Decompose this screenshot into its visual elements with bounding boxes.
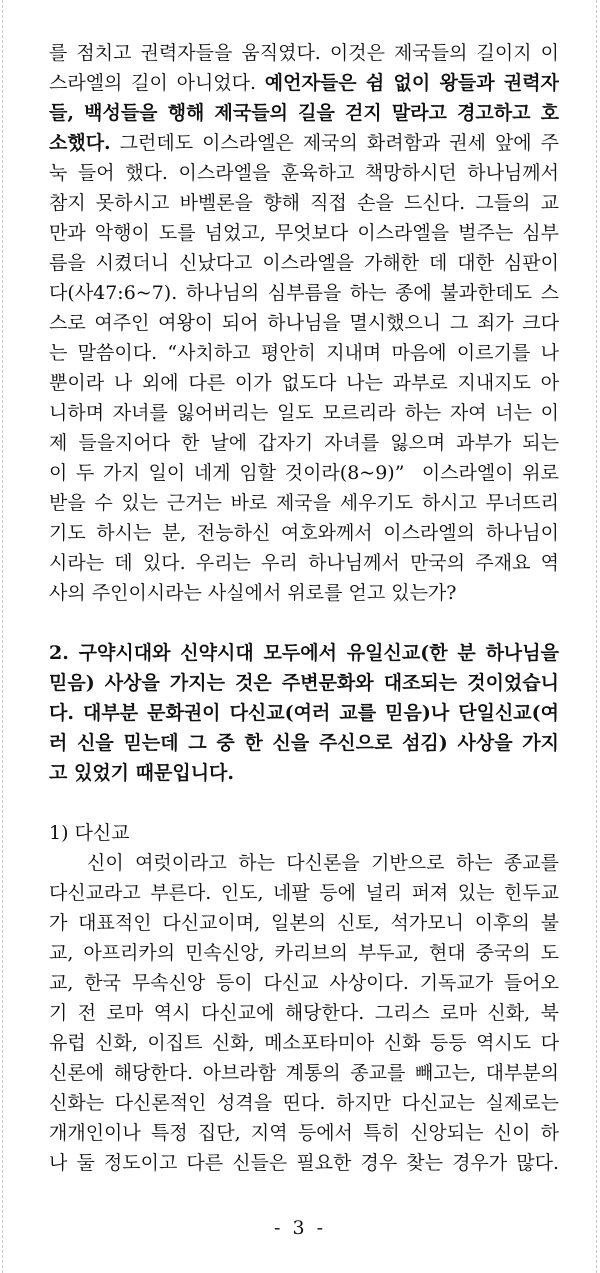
text-line (49, 428, 559, 458)
text-line (49, 488, 559, 518)
text-line: 교, 한국 무속신앙 등이 다신교 사상이다. 기독교가 들어오 (49, 972, 559, 994)
bold-text-run: 예언자들은 쉼 없이 왕들과 권력자 (264, 72, 559, 94)
text-line (49, 518, 559, 548)
text-line: 교, 아프리카의 민속신앙, 카리브의 부두교, 현대 중국의 도 (49, 942, 559, 964)
text-run: 기도 하시는 분, 전능하신 여호와께서 이스라엘의 하나님이 (49, 522, 559, 544)
text-line: 신론에 해당한다. 아브라함 계통의 종교를 빼고는, 대부분의 (49, 1062, 559, 1084)
text-run: 그런데도 이스라엘은 제국의 화려함과 권세 앞에 주 (110, 132, 559, 154)
text-line (49, 398, 559, 428)
text-line (49, 458, 559, 488)
document-page (49, 38, 559, 1178)
text-line (49, 68, 559, 98)
text-line: 가 대표적인 다신교이며, 일본의 신토, 석가모니 이후의 불 (49, 912, 559, 934)
text-line (49, 578, 559, 608)
subheading-polytheism: 1) 다신교 (49, 822, 130, 844)
text-run: 참지 못하시고 바벨론을 향해 직접 손을 드신다. 그들의 교 (49, 192, 559, 214)
text-line: 고 있었기 때문입니다. (49, 762, 235, 784)
text-line: 신화는 다신론적인 성격을 띤다. 하지만 다신교는 실제로는 (49, 1092, 559, 1114)
paragraph-polytheism (49, 848, 559, 1178)
text-line (49, 128, 559, 158)
text-line (49, 338, 559, 368)
text-line (49, 38, 559, 68)
text-run: 니하며 자녀를 잃어버리는 일도 모르리라 하는 자여 너는 이 (49, 402, 559, 424)
text-run: 름을 시켰더니 신났다고 이스라엘을 가해한 데 대한 심판이 (49, 252, 559, 274)
text-line (49, 548, 559, 578)
text-line (49, 188, 559, 218)
paragraph-prophets-and-empires (49, 38, 559, 608)
text-line: 나 둘 정도이고 다른 신들은 필요한 경우 찾는 경우가 많다. (49, 1152, 559, 1174)
text-line (49, 158, 559, 188)
page-edge-left (2, 0, 3, 1273)
text-line: 다신교라고 부른다. 인도, 네팔 등에 널리 퍼져 있는 힌두교 (49, 882, 559, 904)
text-line: 유럽 신화, 이집트 신화, 메소포타미아 신화 등등 역시도 다 (49, 1032, 559, 1054)
text-run: 스라엘의 길이 아니었다. (49, 72, 265, 94)
text-run: 이 두 가지 일이 네게 임할 것이라(8~9)” 이스라엘이 위로 (49, 462, 559, 484)
page-number: - 3 - (273, 1217, 326, 1239)
text-run: 는 말씀이다. “사치하고 평안히 지내며 마음에 이르기를 나 (49, 342, 559, 364)
text-run: 눅 들어 했다. 이스라엘을 훈육하고 책망하시던 하나님께서 (49, 162, 559, 184)
text-line: 다. 대부분 문화권이 다신교(여러 교를 믿음)나 단일신교(여 (49, 702, 559, 724)
text-run: 사의 주인이시라는 사실에서 위로를 얻고 있는가? (49, 582, 457, 604)
text-run: 를 점치고 권력자들을 움직였다. 이것은 제국들의 길이지 이 (49, 42, 559, 64)
text-run: 만과 악행이 도를 넘었고, 무엇보다 이스라엘을 벌주는 심부 (49, 222, 559, 244)
bold-text-run: 들, 백성들을 행해 제국들의 길을 걷지 말라고 경고하고 호 (49, 102, 559, 124)
text-run: 뿐이라 나 외에 다른 이가 없도다 나는 과부로 지내지도 아 (49, 372, 559, 394)
text-line: 기 전 로마 역시 다신교에 해당한다. 그리스 로마 신화, 북 (49, 1002, 559, 1024)
text-run: 다(사47:6~7). 하나님의 심부름을 하는 종에 불과한데도 스 (49, 282, 559, 304)
text-line (49, 368, 559, 398)
text-run: 시라는 데 있다. 우리는 우리 하나님께서 만국의 주재요 역 (49, 552, 559, 574)
text-line (49, 278, 559, 308)
text-line (49, 248, 559, 278)
text-line (49, 218, 559, 248)
text-run: 제 들을지어다 한 날에 갑자기 자녀를 잃으며 과부가 되는 (49, 432, 559, 454)
section-2-monotheism (49, 638, 559, 788)
bold-text-run: 소했다. (49, 132, 111, 154)
text-line (49, 308, 559, 338)
paragraph-gap (49, 788, 559, 818)
text-line: 신이 여럿이라고 하는 다신론을 기반으로 하는 종교를 (87, 852, 559, 874)
text-line: 러 신을 믿는데 그 중 한 신을 주신으로 섬김) 사상을 가지 (49, 732, 559, 754)
text-line: 개개인이나 특정 집단, 지역 등에서 특히 신앙되는 신이 하 (49, 1122, 559, 1144)
text-run: 스로 여주인 여왕이 되어 하나님을 멸시했으니 그 죄가 크다 (49, 312, 559, 334)
text-run: 받을 수 있는 근거는 바로 제국을 세우기도 하시고 무너뜨리 (49, 492, 559, 514)
text-line (49, 98, 559, 128)
paragraph-gap (49, 608, 559, 638)
text-line: 믿음) 사상을 가지는 것은 주변문화와 대조되는 것이었습니 (49, 672, 559, 694)
text-line: 2. 구약시대와 신약시대 모두에서 유일신교(한 분 하나님을 (49, 642, 559, 664)
page-edge-right (596, 0, 597, 1273)
